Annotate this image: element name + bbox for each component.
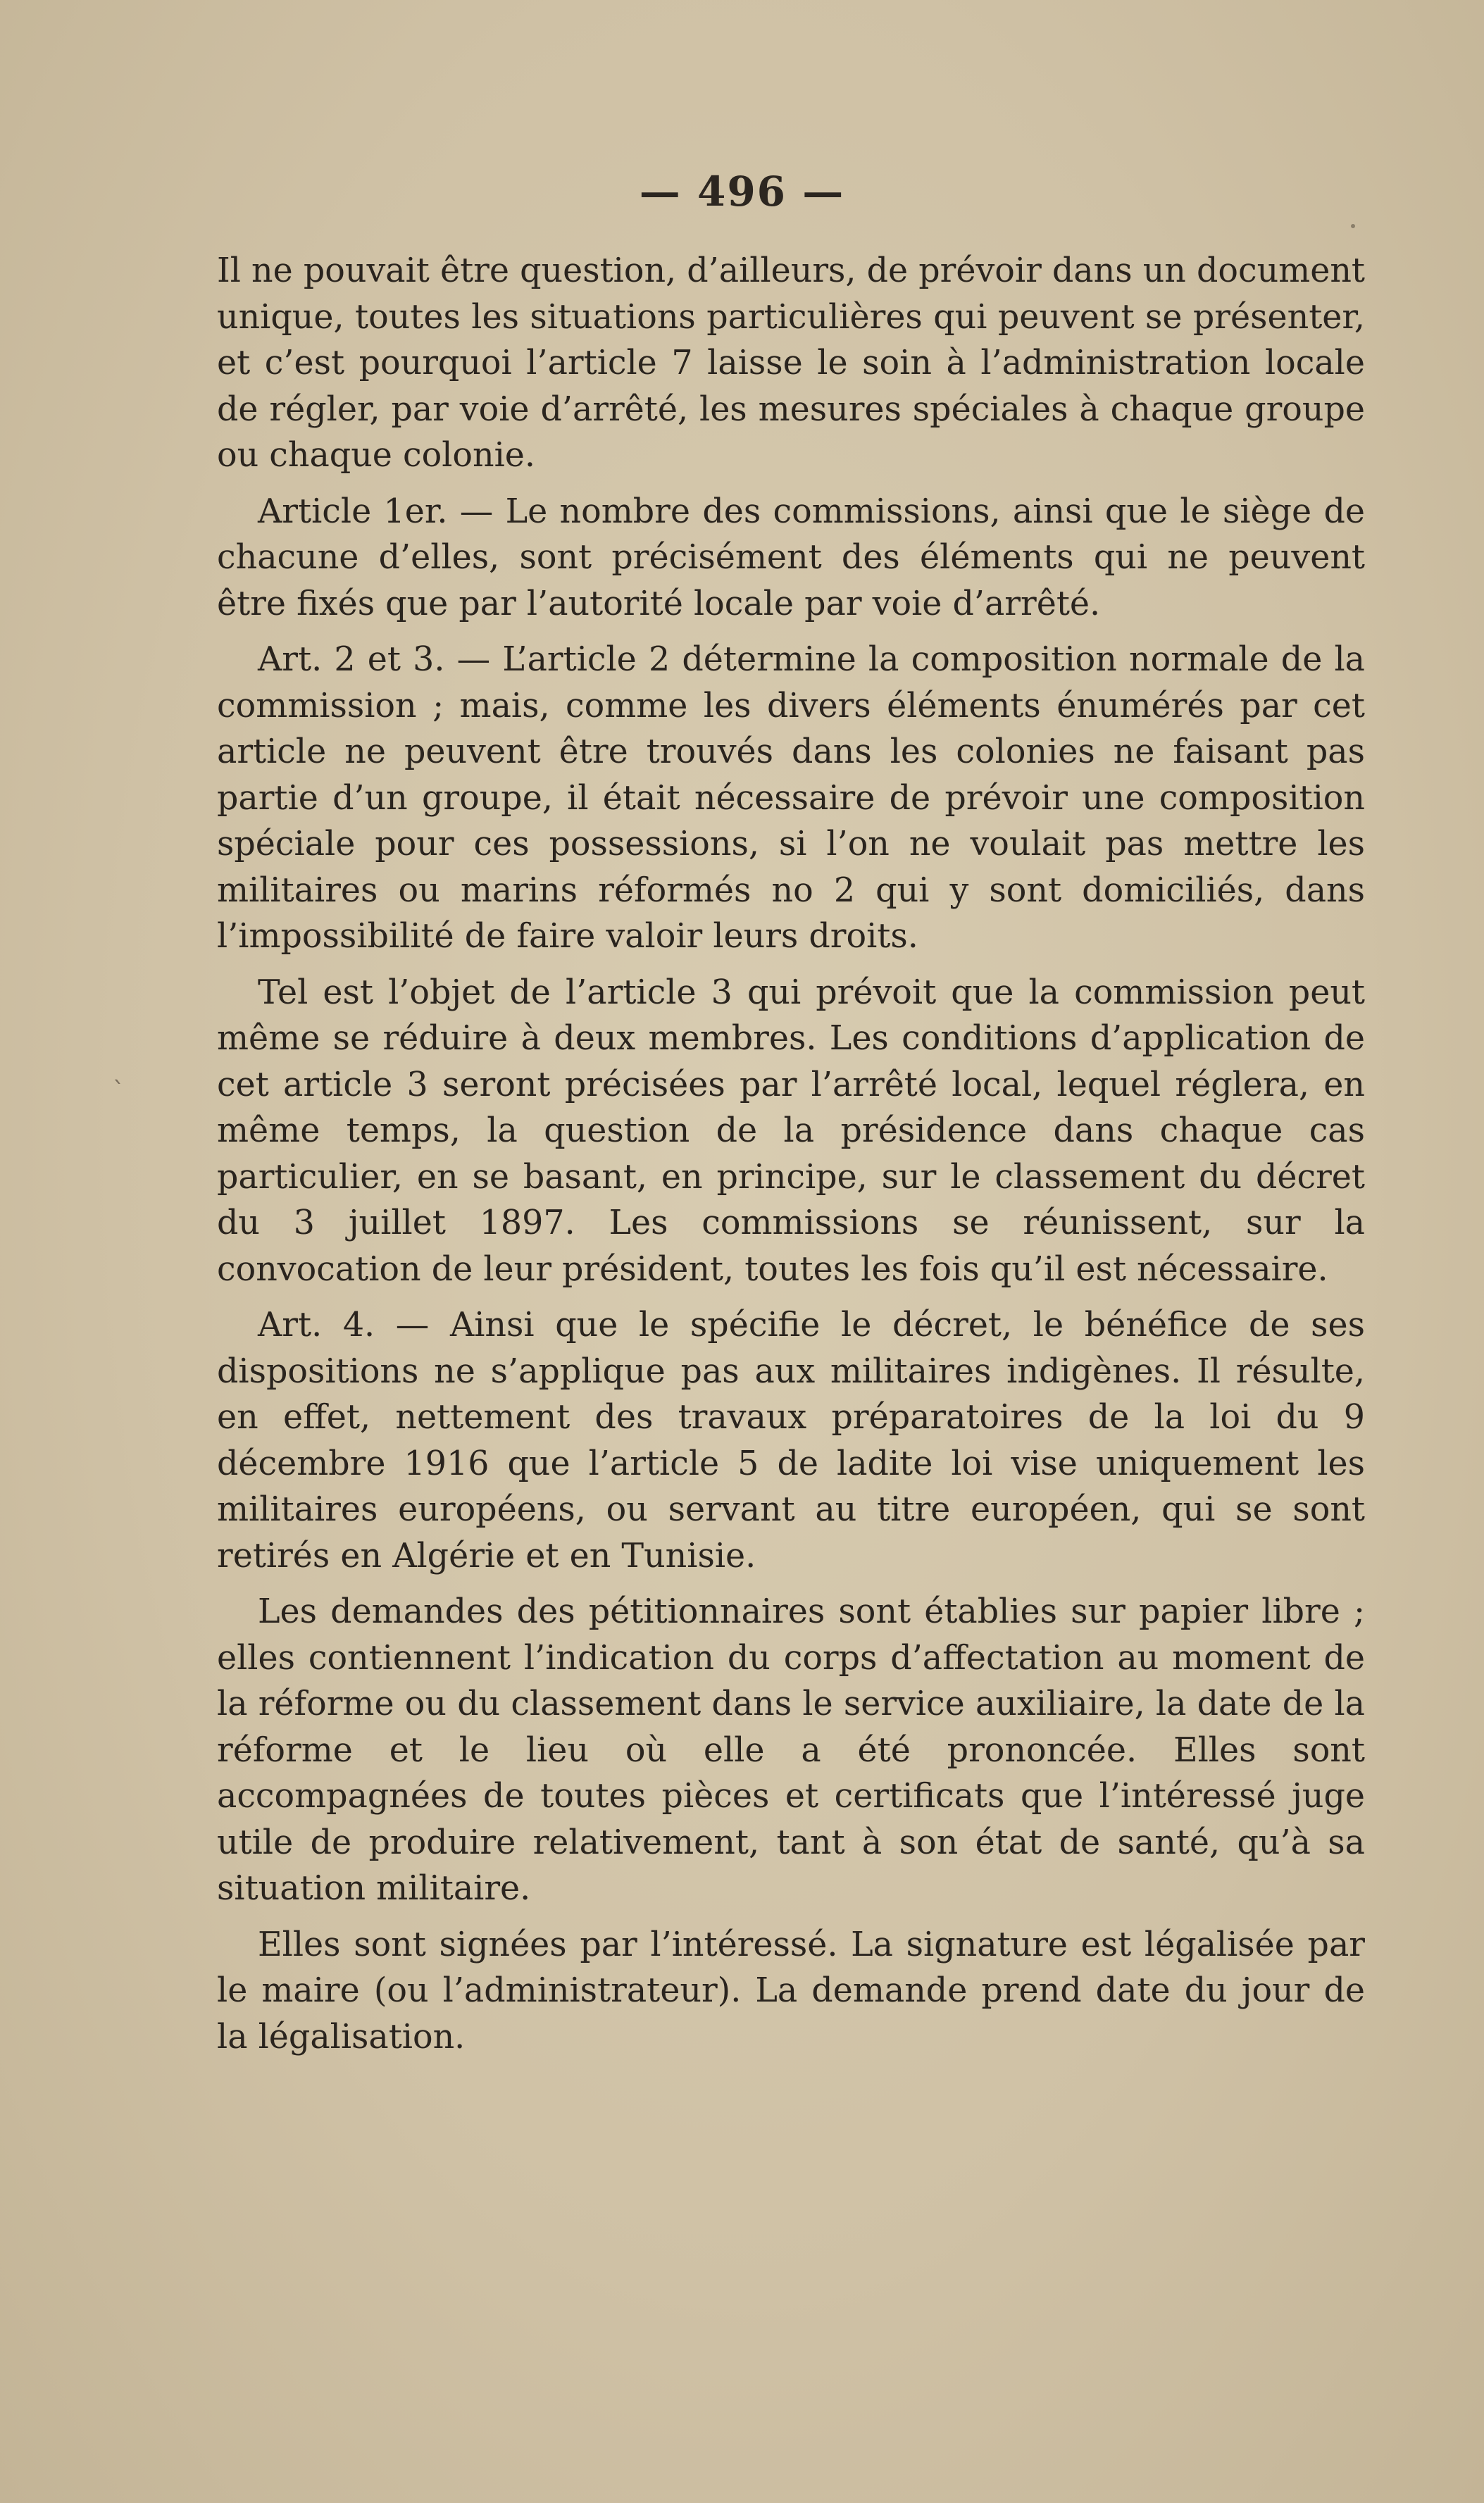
paragraph-articles-2-3: Art. 2 et 3. — L’article 2 détermine la composition normale de la commission ; mais, comme les divers éléments énumérés par cet article ne peuvent être trouvés dans les colonies ne faisant pas partie d’un groupe, il était nécessaire de prévoir une composition spéciale pour ces possessions, si l’on ne voulait pas mettre les militaires ou marins réformés no 2 qui y sont domiciliés, dans l’impossibilité de faire valoir leurs droits. [217,640,1365,956]
page-number: — 496 — [639,168,845,216]
paragraph-intro: Il ne pouvait être question, d’ailleurs, de prévoir dans un document unique, toutes les situations particulières qui peuvent se présenter, et c’est pourquoi l’article 7 laisse le soin à l’administration locale de régler, par voie d’arrêté, les mesures spéciales à chaque groupe ou chaque colonie. [217,251,1366,475]
paragraph-article-3-object: Tel est l’objet de l’article 3 qui prévoit que la commission peut même se réduire à deux membres. Les conditions d’application de cet article 3 seront précisées par l’arrêté local, lequel réglera, en même temps, la question de la présidence dans chaque cas particulier, en se basant, en principe, sur le classement du décret du 3 juillet 1897. Les commissions se réunissent, sur la convocation de leur président, toutes les fois qu’il est nécessaire. [217,973,1365,1289]
paragraph-signature: Elles sont signées par l’intéressé. La signature est légalisée par le maire (ou l’administrateur). La demande prend date du jour de la légalisation. [217,1925,1365,2056]
page-text [217,248,1365,2060]
paragraph-article-4: Art. 4. — Ainsi que le spécifie le décret, le bénéfice de ses dispositions ne s’applique pas aux militaires indigènes. Il résulte, en effet, nettement des travaux préparatoires de la loi du 9 décembre 1916 que l’article 5 de ladite loi vise uniquement les militaires européens, ou servant au titre européen, qui se sont retirés en Algérie et en Tunisie. [217,1306,1365,1575]
ink-speck [1351,224,1355,228]
paragraph-article-1: Article 1er. — Le nombre des commissions, ainsi que le siège de chacune d’elles, sont précisément des éléments qui ne peuvent être fixés que par l’autorité locale par voie d’arrêté. [217,492,1365,623]
margin-mark: ˎ [113,1056,125,1085]
paragraph-requests: Les demandes des pétitionnaires sont établies sur papier libre ; elles contiennent l’indication du corps d’affectation au moment de la réforme ou du classement dans le service auxiliaire, la date de la réforme et le lieu où elle a été prononcée. Elles sont accompagnées de toutes pièces et certificats que l’intéressé juge utile de produire relativement, tant à son état de santé, qu’à sa situation militaire. [217,1592,1365,1908]
